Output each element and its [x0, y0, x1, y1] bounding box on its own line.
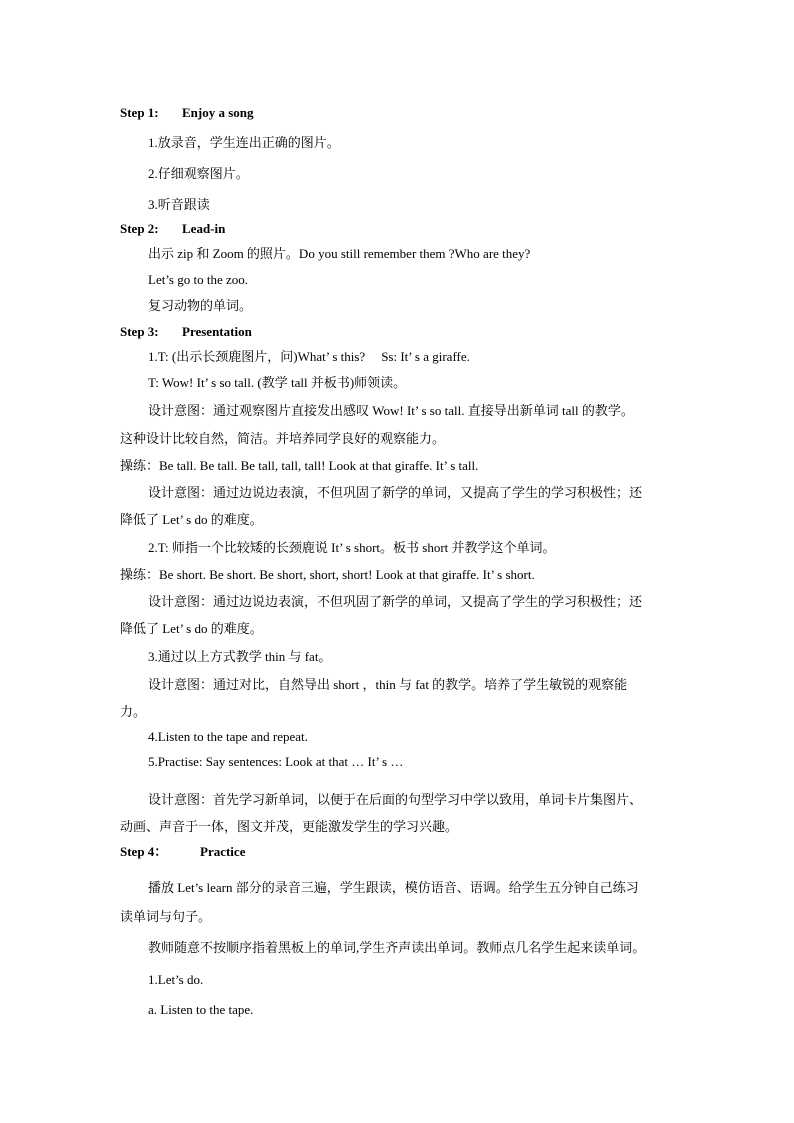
paragraph: 设计意图：通过对比，自然导出 short ，thin 与 fat 的教学。培养了学生敏锐的观察能 [148, 677, 628, 692]
paragraph: 出示 zip 和 Zoom 的照片。Do you still remember them ?Who are they? [148, 246, 531, 261]
paragraph: 播放 Let’s learn 部分的录音三遍，学生跟读，模仿语音、语调。给学生五分钟自己练习 [148, 880, 639, 895]
paragraph: 读单词与句子。 [120, 909, 212, 924]
paragraph: Let’s go to the zoo. [148, 272, 249, 287]
step-4-heading: Step 4： Practice [120, 844, 246, 859]
paragraph: 设计意图：通过观察图片直接发出感叹 Wow! It’ s so tall. 直接导出新单词 tall 的教学。 [148, 403, 634, 418]
paragraph: 设计意图：首先学习新单词，以便于在后面的句型学习中学以致用，单词卡片集图片、 [148, 792, 643, 807]
paragraph: 3.通过以上方式教学 thin 与 fat。 [148, 649, 332, 664]
paragraph: 5.Practise: Say sentences: Look at that … It’ s … [148, 754, 404, 769]
paragraph: T: Wow! It’ s so tall. (教学 tall 并板书)师领读。 [148, 375, 407, 390]
paragraph: 操练：Be tall. Be tall. Be tall, tall, tall! Look at that giraffe. It’ s tall. [120, 458, 479, 473]
paragraph: 教师随意不按顺序指着黑板上的单词,学生齐声读出单词。教师点几名学生起来读单词。 [148, 940, 646, 955]
paragraph: 3.听音跟读 [148, 197, 210, 212]
step-2-heading: Step 2: Lead-in [120, 221, 226, 236]
paragraph: 降低了 Let’ s do 的难度。 [120, 512, 263, 527]
paragraph: 2.仔细观察图片。 [148, 166, 249, 181]
paragraph: a. Listen to the tape. [148, 1002, 254, 1017]
paragraph: 1.T: (出示长颈鹿图片，问)What’ s this? Ss: It’ s a giraffe. [148, 349, 470, 364]
paragraph: 降低了 Let’ s do 的难度。 [120, 621, 263, 636]
paragraph: 复习动物的单词。 [148, 298, 253, 313]
paragraph: 设计意图：通过边说边表演，不但巩固了新学的单词，又提高了学生的学习积极性；还 [148, 594, 643, 609]
paragraph: 1.Let’s do. [148, 972, 204, 987]
paragraph: 设计意图：通过边说边表演，不但巩固了新学的单词，又提高了学生的学习积极性；还 [148, 485, 643, 500]
paragraph: 1.放录音，学生连出正确的图片。 [148, 135, 340, 150]
step-1-heading: Step 1: Enjoy a song [120, 105, 254, 120]
step-3-heading: Step 3: Presentation [120, 324, 252, 339]
paragraph: 力。 [120, 704, 147, 719]
paragraph: 动画、声音于一体，图文并茂，更能激发学生的学习兴趣。 [120, 819, 459, 834]
paragraph: 操练：Be short. Be short. Be short, short, short! Look at that giraffe. It’ s short. [120, 567, 535, 582]
paragraph: 2.T: 师指一个比较矮的长颈鹿说 It’ s short。板书 short 并教学这个单词。 [148, 540, 556, 555]
paragraph: 这种设计比较自然，简洁。并培养同学良好的观察能力。 [120, 431, 446, 446]
paragraph: 4.Listen to the tape and repeat. [148, 729, 308, 744]
